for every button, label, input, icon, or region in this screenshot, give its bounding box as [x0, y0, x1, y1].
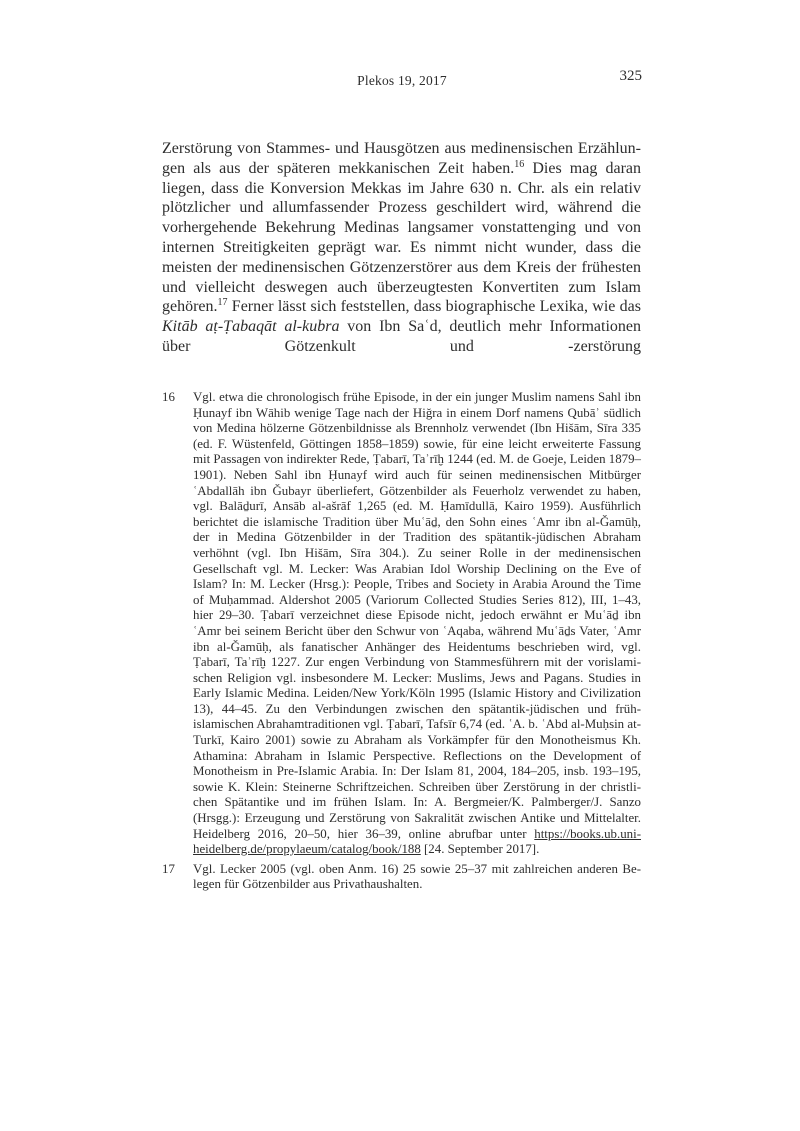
- footnote-number: 17: [162, 861, 175, 876]
- running-header: [162, 68, 642, 90]
- footnote-17: [162, 862, 641, 893]
- footnotes-section: [162, 390, 641, 897]
- paragraph-text: Zerstörung von Stammes- und Hausgötzen aus medinensischen Erzählungen als aus der späteren mekkanischen Zeit haben.: [162, 140, 641, 177]
- footnote-text: [193, 862, 641, 893]
- main-paragraph: [162, 139, 641, 357]
- footnote-text-segment: Vgl. Lecker 2005 (vgl. oben Anm. 16) 25 sowie 25–37 mit zahlreichen anderen Belegen für Götzenbilder aus Privathaushalten.: [193, 861, 641, 892]
- journal-header: Plekos 19, 2017: [357, 73, 447, 88]
- paragraph-text: von Ibn Saʿd, deutlich mehr Informationen über Götzenkult und -zerstörung: [162, 318, 641, 355]
- paragraph-text: Ferner lässt sich feststellen, dass biographische Lexika, wie das: [227, 298, 641, 316]
- paragraph-text: Dies mag daran liegen, dass die Konversion Mekkas im Jahre 630 n. Chr. als ein relativ plötzlicher und allumfassender Prozess geschildert wird, während die vorhergehende Bekehrung Medinas langsamer vonstattenging und von internen Streitigkeiten geprägt war. Es nimmt nicht wunder, dass die meisten der medinensischen Götzenzerstörer aus dem Kreis der frühesten und vielleicht deswegen auch überzeugtesten Konvertiten zum Islam gehören.: [162, 159, 642, 316]
- footnote-text: [193, 390, 641, 858]
- page-number: 325: [619, 68, 642, 84]
- book-title-italic: Kitāb aṭ-Ṭabaqāt al-kubra: [162, 318, 340, 336]
- footnote-16: [162, 390, 641, 858]
- footnote-url-link[interactable]: https://books.ub.uni-heidelberg.de/propylaeum/catalog/book/188: [193, 826, 641, 857]
- footnote-ref-16: 16: [514, 158, 525, 170]
- footnote-text-segment: Vgl. etwa die chronologisch frühe Episode, in der ein junger Muslim namens Sahl ibn Ḥunayf ibn Wāhib wenige Tage nach der Hiğra in einem Dorf namens Qubāʾ südlich von Medina hölzerne Götzenbildnisse als Brennholz verwendet (Ibn Hišām, Sīra 335 (ed. F. Wüstenfeld, Göttingen 1858–1859) sowie, für eine leicht erweiterte Fassung mit Passagen von indirekter Rede, Ṭabarī, Taʾrīḫ 1244 (ed. M. de Goeje, Leiden 1879–1901). Neben Sahl ibn Ḥunayf wird auch für seinen medinensischen Mitbürger ʿAbdallāh ibn Ǧubayr überliefert, Götzenbilder als Feuerholz verwendet zu haben, vgl. Balāḏurī, Ansāb al-ašrāf 1,265 (ed. M. Ḥamīdullā, Kairo 1959). Ausführlich berichtet die islamische Tradition über Muʿāḏ, den Sohn eines ʿAmr ibn al-Ǧamūḥ, der in Medina Götzenbilder in der Tradition des spätantik-jüdischen Abraham verhöhnt (vgl. Ibn Hišām, Sīra 304.). Zu seiner Rolle in der medinensischen Gesellschaft vgl. M. Lecker: Was Arabian Idol Worship Declining on the Eve of Islam? In: M. Lecker (Hrsg.): People, Tribes and Society in Arabia Around the Time of Muḥammad. Aldershot 2005 (Variorum Collected Studies Series 812), III, 1–43, hier 29–30. Ṭabarī verzeichnet diese Episode nicht, jedoch erwähnt er Muʿāḏ ibn ʿAmr bei seinem Bericht über den Schwur von ʿAqaba, während Muʿāḏs Vater, ʿAmr ibn al-Ǧamūḥ, als fanatischer Anhänger des Heidentums beschrieben wird, vgl. Ṭabarī, Taʾrīḫ 1227. Zur engen Verbindung von Stammesführern mit der vorislamischen Religion vgl. insbesondere M. Lecker: Muslims, Jews and Pagans. Studies in Early Islamic Medina. Leiden/New York/Köln 1995 (Islamic History and Civilization 13), 44–45. Zu den Verbindungen zwischen den spätantik-jüdischen und frühislamischen Abrahamtraditionen vgl. Ṭabarī, Tafsīr 6,74 (ed. ʿA. b. ʿAbd al-Muḥsin at-Turkī, Kairo 2001) sowie zu Abraham als Vorkämpfer für den Monotheismus Kh. Athamina: Abraham in Islamic Perspective. Reflections on the Development of Monotheism in Pre-Islamic Arabia. In: Der Islam 81, 2004, 184–205, insb. 193–195, sowie K. Klein: Steinerne Schriftzeichen. Schreiben über Zerstörung in der christlichen Spätantike und im frühen Islam. In: A. Bergmeier/K. Palmberger/J. Sanzo (Hrsgg.): Erzeugung und Zerstörung von Sakralität zwischen Antike und Mittelalter. Heidelberg 2016, 20–50, hier 36–39, online abrufbar unter: [193, 390, 641, 841]
- footnote-number: 16: [162, 390, 175, 404]
- footnote-text-segment: [24. September 2017].: [420, 842, 540, 857]
- footnote-ref-17: 17: [217, 297, 228, 309]
